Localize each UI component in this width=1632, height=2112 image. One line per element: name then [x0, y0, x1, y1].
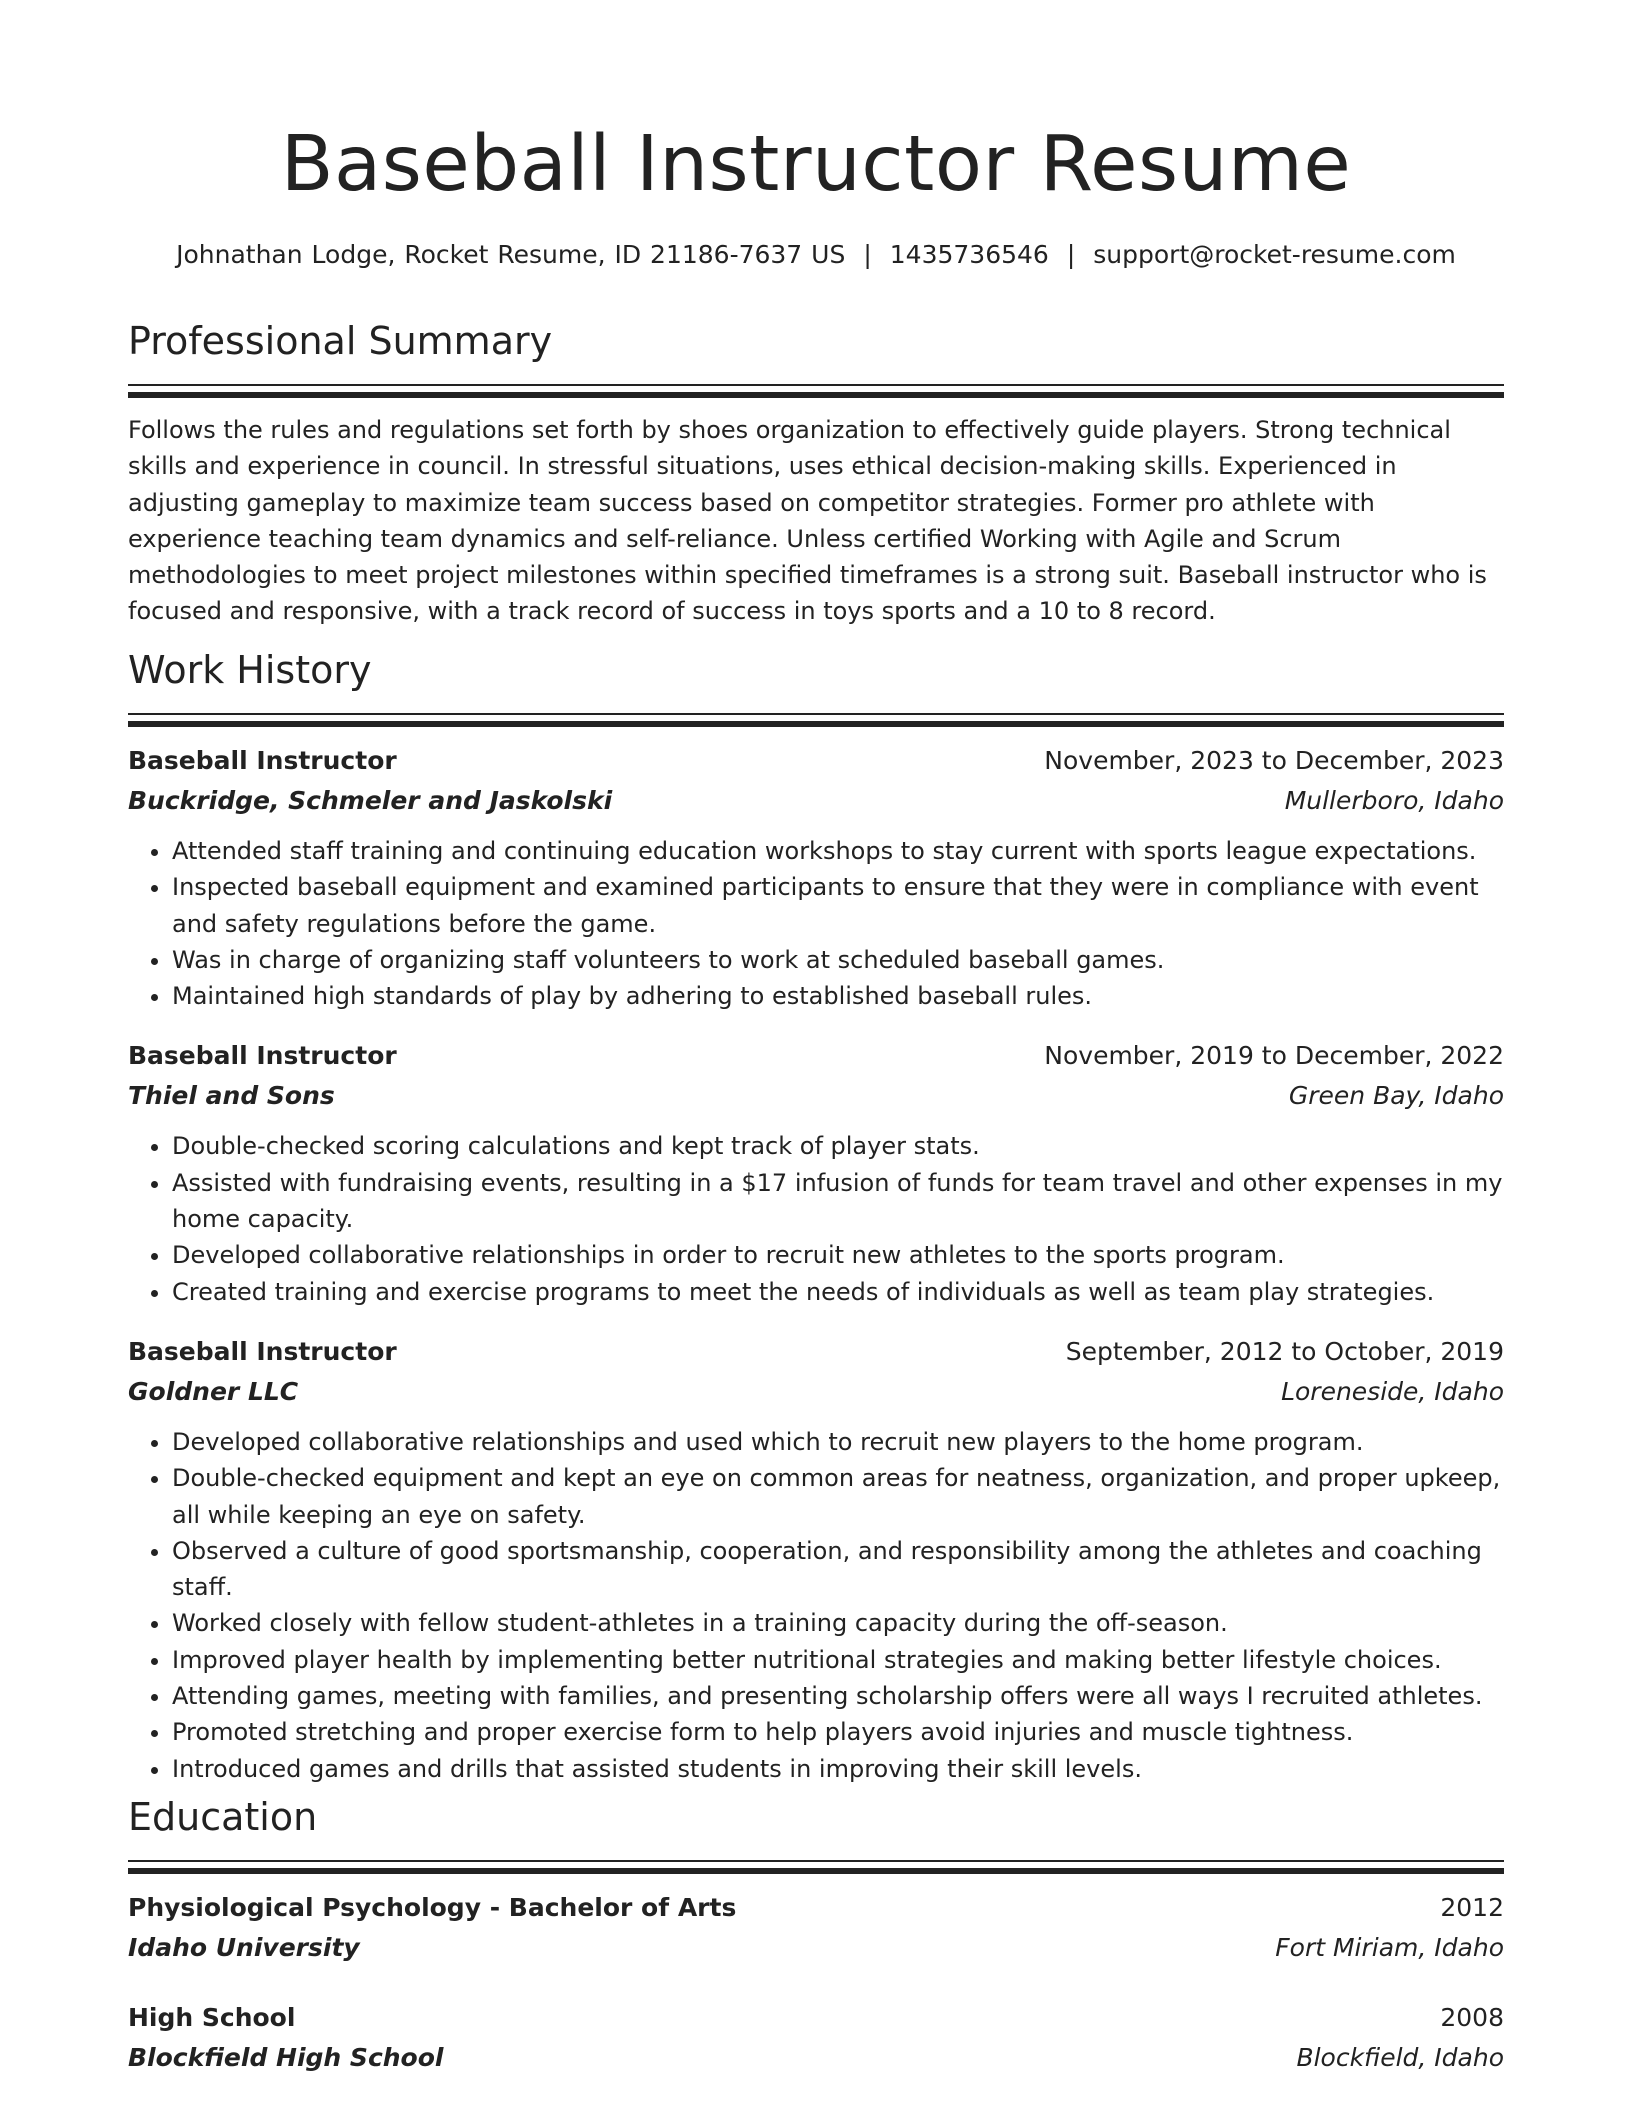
list-item: • Inspected baseball equipment and examined participants to ensure that they were in compliance with event and safety regulations before the game.: [172, 869, 1504, 942]
section-divider: [128, 392, 1504, 398]
list-item: • Improved player health by implementing better nutritional strategies and making better lifestyle choices.: [172, 1642, 1504, 1678]
education-entry: [128, 1998, 1504, 2078]
list-item: • Developed collaborative relationships and used which to recruit new players to the home program.: [172, 1424, 1504, 1460]
list-item: • Attended staff training and continuing education workshops to stay current with sports league expectations.: [172, 833, 1504, 869]
contact-separator: |: [863, 240, 872, 269]
education-location: Blockfield, Idaho: [1296, 2043, 1504, 2072]
summary-section: [128, 318, 1504, 630]
job-dates: September, 2012 to October, 2019: [1065, 1336, 1504, 1366]
list-item: • Maintained high standards of play by adhering to established baseball rules.: [172, 978, 1504, 1014]
section-heading-education: Education: [128, 1795, 318, 1839]
job-bullets: [128, 1424, 1504, 1787]
job-title: Baseball Instructor: [128, 1336, 397, 1366]
section-divider: [128, 384, 1504, 386]
section-divider: [128, 713, 1504, 715]
section-divider: [128, 1860, 1504, 1862]
work-history-section: [128, 647, 1504, 1787]
contact-address: Johnathan Lodge, Rocket Resume, ID 21186-7637 US: [176, 240, 846, 269]
summary-text: Follows the rules and regulations set forth by shoes organization to effectively guide players. Strong technical skills and experience in council. In stressful situations, uses ethical decision-making skills. Experienced in adjusting gameplay to maximize team success based on competitor strategies. Former pro athlete with experience teaching team dynamics and self-reliance. Unless certified Working with Agile and Scrum methodologies to meet project milestones within specified timeframes is a strong suit. Baseball instructor who is focused and responsive, with a track record of success in toys sports and a 10 to 8 record.: [128, 416, 1487, 626]
education-school: Blockfield High School: [128, 2043, 444, 2072]
education-year: 2008: [1440, 2003, 1504, 2032]
resume-title: Baseball Instructor Resume: [280, 120, 1352, 209]
section-heading-summary: Professional Summary: [128, 319, 553, 363]
list-item: • Assisted with fundraising events, resulting in a $17 infusion of funds for team travel and other expenses in my home capacity.: [172, 1165, 1504, 1238]
job-company: Buckridge, Schmeler and Jaskolski: [128, 786, 613, 815]
job-location: Green Bay, Idaho: [1288, 1081, 1504, 1111]
job-location: Mullerboro, Idaho: [1284, 786, 1504, 815]
list-item: • Worked closely with fellow student-athletes in a training capacity during the off-season.: [172, 1605, 1504, 1641]
job-entry: [128, 1036, 1504, 1309]
job-dates: November, 2019 to December, 2022: [1044, 1041, 1504, 1071]
job-company: Thiel and Sons: [128, 1081, 335, 1111]
education-section: [128, 1794, 1504, 2078]
education-year: 2012: [1440, 1893, 1504, 1922]
list-item: • Observed a culture of good sportsmanship, cooperation, and responsibility among the athletes and coaching staff.: [172, 1533, 1504, 1606]
job-title: Baseball Instructor: [128, 746, 397, 775]
list-item: • Double-checked scoring calculations and kept track of player stats.: [172, 1128, 1504, 1164]
job-title: Baseball Instructor: [128, 1041, 397, 1071]
contact-separator: |: [1066, 240, 1076, 269]
section-heading-work-history: Work History: [128, 648, 372, 692]
list-item: • Was in charge of organizing staff volunteers to work at scheduled baseball games.: [172, 942, 1504, 978]
list-item: • Attending games, meeting with families, and presenting scholarship offers were all ways I recruited athletes.: [172, 1678, 1504, 1714]
job-location: Loreneside, Idaho: [1281, 1376, 1504, 1406]
contact-email[interactable]: support@rocket-resume.com: [1093, 240, 1456, 269]
list-item: • Introduced games and drills that assisted students in improving their skill levels.: [172, 1751, 1504, 1787]
job-entry: [128, 741, 1504, 1014]
contact-line: [0, 240, 1632, 269]
list-item: • Double-checked equipment and kept an eye on common areas for neatness, organization, and proper upkeep, all while keeping an eye on safety.: [172, 1460, 1504, 1533]
job-entry: [128, 1332, 1504, 1787]
education-school: Idaho University: [128, 1933, 360, 1962]
job-bullets: [128, 1128, 1504, 1309]
education-entry: [128, 1888, 1504, 1968]
job-company: Goldner LLC: [128, 1376, 299, 1406]
section-divider: [128, 1868, 1504, 1874]
job-bullets: [128, 833, 1504, 1014]
list-item: • Promoted stretching and proper exercise form to help players avoid injuries and muscle tightness.: [172, 1714, 1504, 1750]
education-degree: High School: [128, 2003, 296, 2032]
list-item: • Developed collaborative relationships in order to recruit new athletes to the sports program.: [172, 1237, 1504, 1273]
contact-phone: 1435736546: [889, 240, 1049, 269]
job-dates: November, 2023 to December, 2023: [1044, 746, 1504, 775]
education-degree: Physiological Psychology - Bachelor of Arts: [128, 1893, 737, 1922]
section-divider: [128, 721, 1504, 727]
list-item: • Created training and exercise programs to meet the needs of individuals as well as team play strategies.: [172, 1274, 1504, 1310]
education-location: Fort Miriam, Idaho: [1275, 1933, 1504, 1962]
